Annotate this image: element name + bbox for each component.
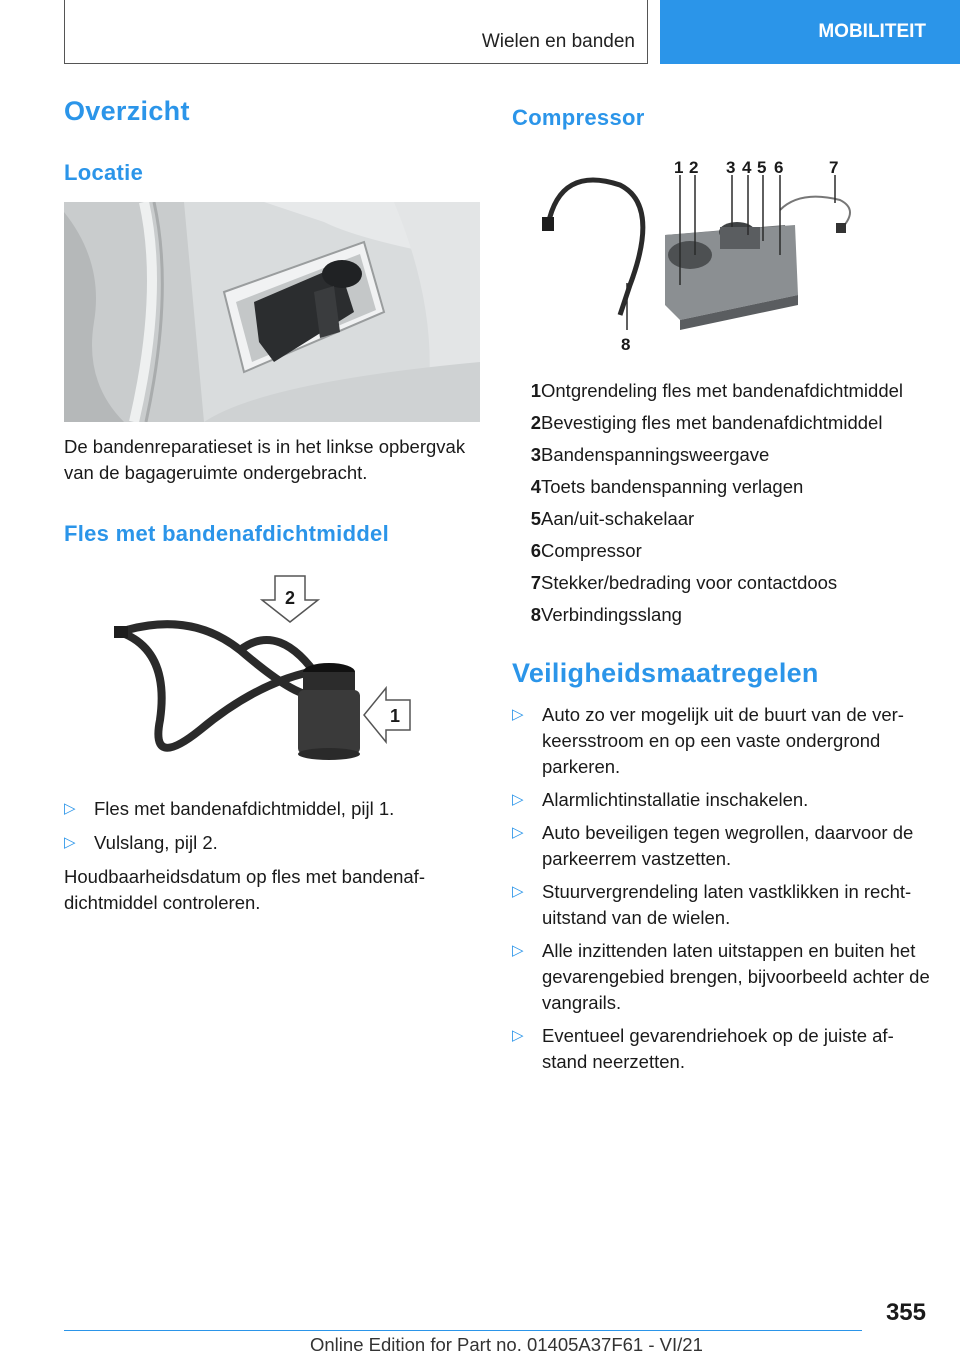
legend-label: Bandenspanningsweergave bbox=[541, 444, 770, 465]
list-item bbox=[512, 879, 930, 931]
safety-item-text: Auto zo ver mogelijk uit de buurt van de ver-keersstroom en op een vaste ondergrond parkeren. bbox=[542, 704, 904, 777]
sealant-bottle-illustration bbox=[110, 570, 420, 765]
list-item bbox=[512, 787, 930, 813]
legend-number: 5 bbox=[530, 508, 541, 529]
list-item bbox=[64, 830, 480, 856]
safety-item-text: Alle inzittenden laten uitstappen en buiten het gevarengebied brengen, bijvoorbeeld achter de vangrails. bbox=[542, 940, 930, 1013]
list-item bbox=[512, 820, 930, 872]
triangle-bullet-icon: ▷ bbox=[512, 791, 524, 808]
legend-row bbox=[512, 567, 932, 599]
bottle-note: Houdbaarheidsdatum op fles met bandenaf-dichtmiddel controleren. bbox=[64, 866, 425, 913]
compressor-callout-7: 7 bbox=[829, 158, 839, 177]
legend-row bbox=[512, 599, 932, 631]
legend-label: Verbindingsslang bbox=[541, 604, 682, 625]
compressor-diagram bbox=[540, 155, 860, 360]
bottle-item-text: Fles met bandenafdichtmiddel, pijl 1. bbox=[94, 798, 395, 819]
list-item bbox=[512, 938, 930, 1016]
triangle-bullet-icon: ▷ bbox=[64, 834, 76, 851]
compressor-callout-1: 1 bbox=[674, 158, 684, 177]
safety-list bbox=[512, 702, 930, 1082]
compressor-heading: Compressor bbox=[512, 105, 645, 130]
safety-item-text: Auto beveiligen tegen wegrollen, daarvoor de parkeerrem vastzetten. bbox=[542, 822, 914, 869]
safety-item-text: Eventueel gevarendriehoek op de juiste af-stand neerzetten. bbox=[542, 1025, 894, 1072]
list-item bbox=[512, 1023, 930, 1075]
list-item bbox=[64, 796, 480, 822]
safety-heading: Veiligheidsmaatregelen bbox=[512, 658, 819, 688]
legend-number: 1 bbox=[530, 380, 541, 401]
location-photo bbox=[64, 202, 480, 422]
legend-label: Aan/uit-schakelaar bbox=[541, 508, 695, 529]
footer-divider bbox=[64, 1330, 862, 1331]
bottle-item-text: Vulslang, pijl 2. bbox=[94, 832, 218, 853]
compressor-callout-5: 5 bbox=[757, 158, 767, 177]
safety-item-text: Alarmlichtinstallatie inschakelen. bbox=[542, 789, 809, 810]
triangle-bullet-icon: ▷ bbox=[512, 824, 524, 841]
legend-label: Bevestiging fles met bandenafdichtmiddel bbox=[541, 412, 883, 433]
legend-row bbox=[512, 375, 932, 407]
legend-label: Stekker/bedrading voor contactdoos bbox=[541, 572, 838, 593]
location-text: De bandenreparatieset is in het linkse opbergvak van de bagageruimte ondergebracht. bbox=[64, 436, 466, 483]
page-number: 355 bbox=[885, 1299, 926, 1326]
triangle-bullet-icon: ▷ bbox=[512, 1027, 524, 1044]
footer-edition: Online Edition for Part no. 01405A37F61 - VI/21 bbox=[310, 1334, 703, 1355]
compressor-callout-2: 2 bbox=[689, 158, 699, 177]
triangle-bullet-icon: ▷ bbox=[512, 883, 524, 900]
legend-number: 6 bbox=[530, 540, 541, 561]
triangle-bullet-icon: ▷ bbox=[512, 706, 524, 723]
legend-row bbox=[512, 439, 932, 471]
page-title: Overzicht bbox=[64, 96, 190, 126]
compressor-callout-4: 4 bbox=[742, 158, 752, 177]
bottle-heading: Fles met bandenafdichtmiddel bbox=[64, 521, 390, 546]
header-tab-label: MOBILITEIT bbox=[818, 21, 926, 42]
bottle-list bbox=[64, 796, 480, 916]
list-item bbox=[512, 702, 930, 780]
bottle-callout-1: 1 bbox=[389, 706, 401, 726]
header-box bbox=[64, 0, 648, 64]
compressor-callout-3: 3 bbox=[726, 158, 736, 177]
legend-number: 7 bbox=[530, 572, 541, 593]
legend-row bbox=[512, 471, 932, 503]
compressor-legend bbox=[512, 375, 932, 631]
legend-row bbox=[512, 535, 932, 567]
safety-item-text: Stuurvergrendeling laten vastklikken in recht-uitstand van de wielen. bbox=[542, 881, 912, 928]
compressor-callout-8: 8 bbox=[621, 335, 631, 354]
legend-label: Ontgrendeling fles met bandenafdichtmiddel bbox=[541, 380, 904, 401]
legend-label: Compressor bbox=[541, 540, 642, 561]
legend-label: Toets bandenspanning verlagen bbox=[541, 476, 804, 497]
header-section-title: Wielen en banden bbox=[481, 31, 635, 52]
legend-number: 3 bbox=[530, 444, 541, 465]
triangle-bullet-icon: ▷ bbox=[512, 942, 524, 959]
compressor-illustration bbox=[540, 155, 860, 360]
legend-number: 8 bbox=[530, 604, 541, 625]
location-heading: Locatie bbox=[64, 160, 144, 185]
bottle-illustration bbox=[110, 570, 420, 765]
triangle-bullet-icon: ▷ bbox=[64, 800, 76, 817]
legend-row bbox=[512, 407, 932, 439]
trunk-storage-illustration bbox=[64, 202, 480, 422]
bottle-callout-2: 2 bbox=[284, 588, 296, 608]
legend-number: 2 bbox=[530, 412, 541, 433]
legend-row bbox=[512, 503, 932, 535]
compressor-callout-6: 6 bbox=[774, 158, 784, 177]
legend-number: 4 bbox=[530, 476, 541, 497]
header-tab-mobiliteit[interactable] bbox=[660, 0, 960, 64]
